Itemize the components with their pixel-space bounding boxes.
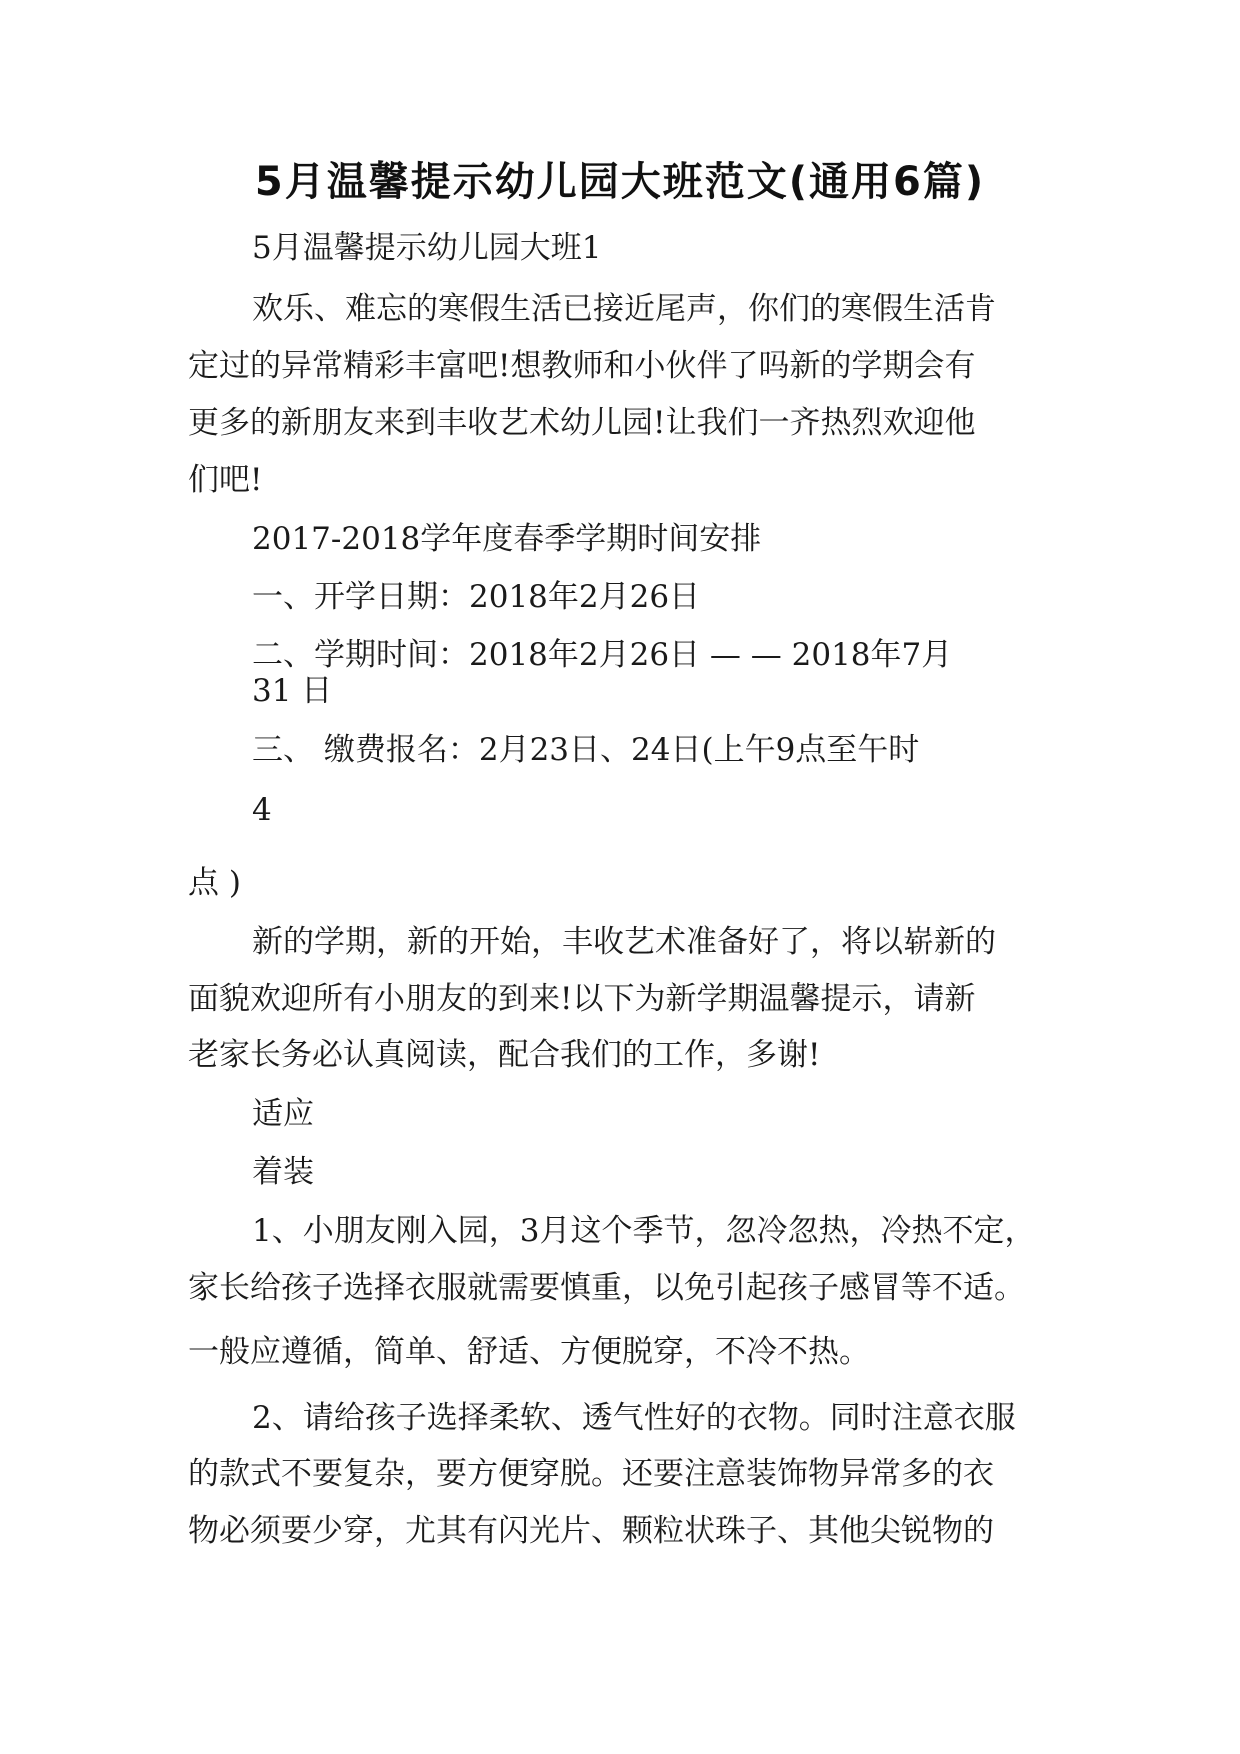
paragraph-line: 点 ) [188, 865, 241, 901]
paragraph-line: 面貌欢迎所有小朋友的到来!以下为新学期温馨提示，请新 [188, 981, 976, 1017]
paragraph-line: 2、请给孩子选择柔软、透气性好的衣物。同时注意衣服 [252, 1400, 1016, 1436]
paragraph-line: 老家长务必认真阅读，配合我们的工作，多谢! [188, 1037, 821, 1073]
paragraph-line: 三、 缴费报名：2月23日、24日(上午9点至午时 [252, 732, 920, 768]
paragraph-line: 的款式不要复杂，要方便穿脱。还要注意装饰物异常多的衣 [188, 1456, 994, 1492]
paragraph-line: 们吧! [188, 462, 263, 498]
paragraph-line: 适应 [252, 1096, 314, 1132]
paragraph-line: 着装 [252, 1154, 314, 1190]
section-heading: 5月温馨提示幼儿园大班1 [252, 230, 602, 266]
paragraph-line: 2017-2018学年度春季学期时间安排 [252, 521, 762, 557]
paragraph-line: 定过的异常精彩丰富吧!想教师和小伙伴了吗新的学期会有 [188, 348, 976, 384]
paragraph-line: 更多的新朋友来到丰收艺术幼儿园!让我们一齐热烈欢迎他 [188, 405, 976, 441]
paragraph-line: 新的学期，新的开始，丰收艺术准备好了，将以崭新的 [252, 924, 996, 960]
paragraph-line: 4 [252, 792, 272, 828]
paragraph-line: 一、开学日期：2018年2月26日 [252, 579, 701, 615]
paragraph-line: 一般应遵循，简单、舒适、方便脱穿，不冷不热。 [188, 1334, 870, 1370]
paragraph-line: 欢乐、难忘的寒假生活已接近尾声，你们的寒假生活肯 [252, 291, 996, 327]
document-title: 5月温馨提示幼儿园大班范文(通用6篇) [254, 159, 986, 205]
paragraph-line: 31 日 [252, 673, 333, 709]
paragraph-line: 1、小朋友刚入园，3月这个季节，忽冷忽热，冷热不定， [252, 1213, 1036, 1249]
paragraph-line: 物必须要少穿，尤其有闪光片、颗粒状珠子、其他尖锐物的 [188, 1513, 994, 1549]
paragraph-line: 二、学期时间：2018年2月26日 — — 2018年7月 [252, 637, 953, 673]
paragraph-line: 家长给孩子选择衣服就需要慎重，以免引起孩子感冒等不适。 [188, 1270, 1025, 1306]
